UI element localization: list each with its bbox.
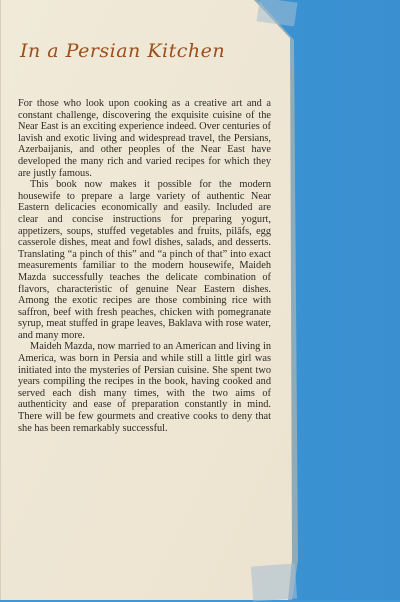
- paragraph-book: This book now makes it possible for the modern housewife to prepare a large variety of authentic Near Eastern delicacies economically and easily. Included are clear and concise instructions for preparing yogurt, appetizers, soups, stuffed vegetables and fruits, pilāfs, egg casserole dishes, meat and fowl dishes, salads, and desserts. Translating “a pinch of this” and “a pinch of that” into exact measurements familiar to the modern housewife, Maideh Mazda successfully teaches the delicate combination of flavors, characteristic of genuine Near Eastern dishes. Among the exotic recipes are those combining rice with saffron, beef with fresh peaches, chicken with pomegranate syrup, meat stuffed in grape leaves, Baklava with rose water, and many more.: [18, 179, 271, 341]
- tape-bottom: [251, 564, 297, 602]
- paragraph-author: Maideh Mazda, now married to an American and living in America, was born in Persia and while still a little girl was initiated into the mysteries of Persian cuisine. She spent two years compiling the recipes in the book, having cooked and served each dish many times, with the two aims of authenticity and ease of preparation constantly in mind. There will be few gourmets and creative cooks to deny that she has been remarkably successful.: [18, 341, 271, 434]
- book-title: In a Persian Kitchen: [20, 40, 226, 62]
- paragraph-intro: For those who look upon cooking as a creative art and a constant challenge, discovering the exquisite cuisine of the Near East is an exciting experience indeed. Over centuries of lavish and exotic living and widespread travel, the Persians, Azerbaijanis, and other peoples of the Near East have developed the many rich and varied recipes for which they are justly famous.: [18, 98, 271, 179]
- flap-description: [18, 98, 271, 434]
